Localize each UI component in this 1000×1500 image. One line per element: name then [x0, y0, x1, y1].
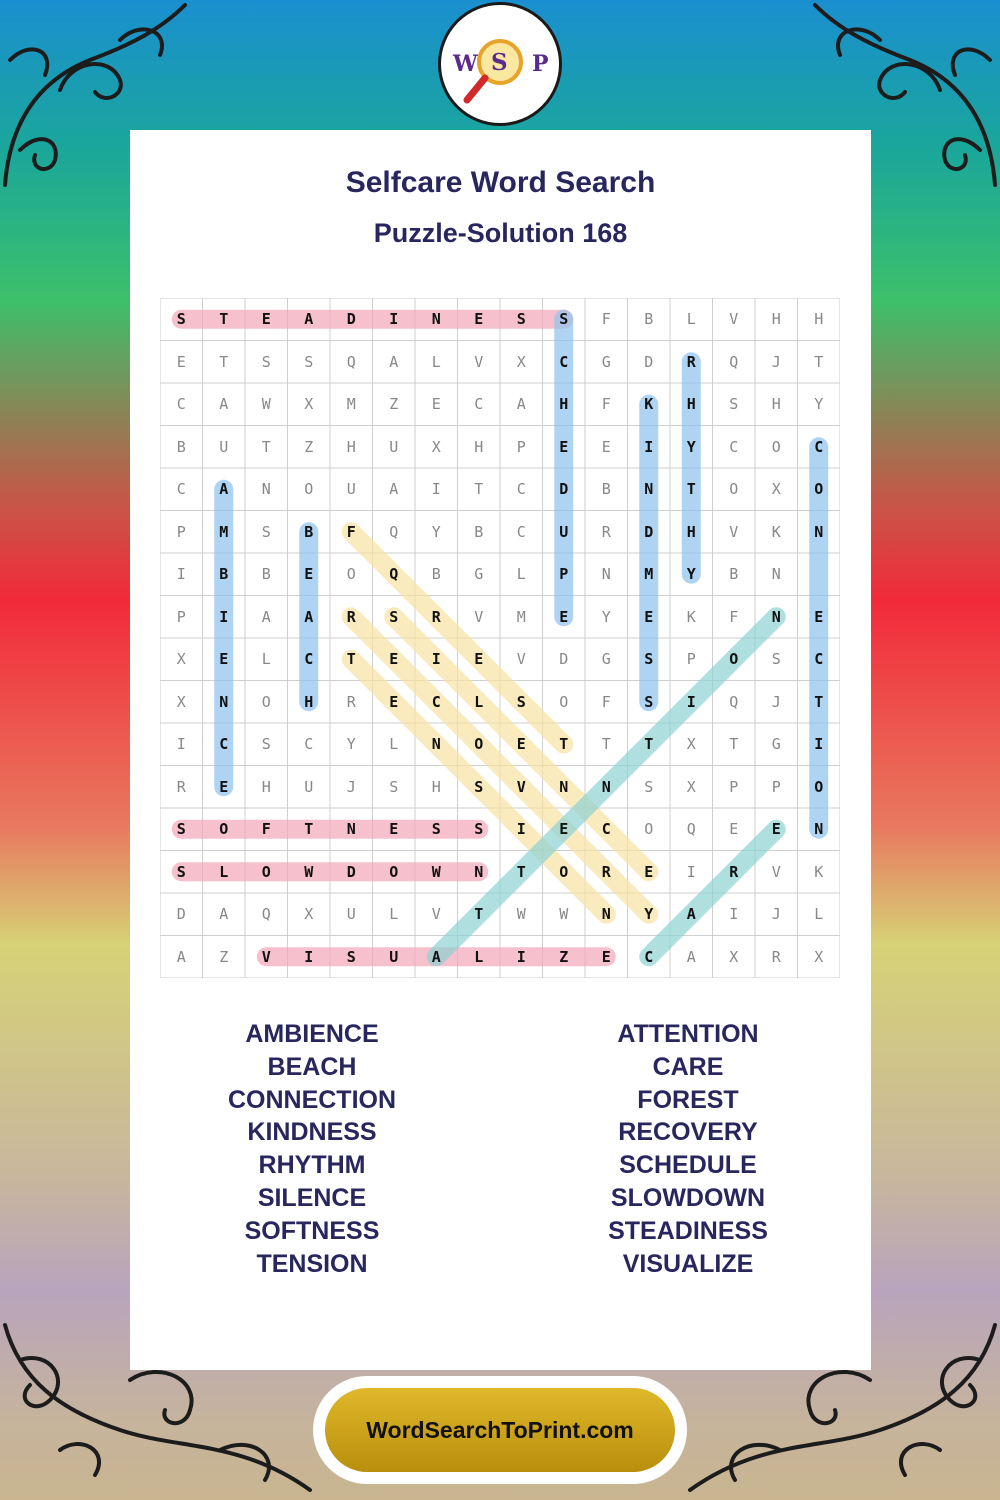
grid-cell: E [219, 777, 229, 796]
grid-cell: V [729, 310, 739, 329]
grid-cell: G [601, 650, 611, 669]
grid-cell: P [516, 437, 526, 456]
grid-cell: K [644, 395, 654, 414]
grid-cell: W [516, 905, 526, 924]
grid-cell: O [729, 480, 739, 499]
grid-cell: Q [389, 522, 399, 541]
word-list-item: SOFTNESS [244, 1216, 380, 1245]
word-list-left [162, 1018, 462, 1280]
grid-cell: N [346, 820, 356, 839]
grid-cell: L [219, 862, 229, 881]
grid-cell: R [346, 692, 356, 711]
grid-cell: A [686, 905, 696, 924]
grid-cell: R [601, 862, 611, 881]
word-search-grid [160, 298, 840, 978]
grid-cell: E [389, 650, 399, 669]
grid-cell: L [389, 735, 399, 754]
grid-cell: C [304, 735, 314, 754]
grid-cell: C [559, 352, 569, 371]
grid-cell: Y [644, 905, 654, 924]
grid-cell: X [771, 480, 781, 499]
grid-cell: P [729, 777, 739, 796]
grid-cell: X [814, 947, 824, 966]
grid-cell: N [261, 480, 271, 499]
word-list-item: FOREST [637, 1085, 739, 1114]
grid-cell: O [814, 480, 824, 499]
grid-cell: K [814, 862, 824, 881]
grid-cell: R [346, 607, 356, 626]
grid-cell: S [474, 777, 484, 796]
grid-cell: C [644, 947, 654, 966]
grid-cell: E [814, 607, 824, 626]
grid-cell: V [261, 947, 271, 966]
grid-cell: W [261, 395, 271, 414]
word-list-item: SILENCE [257, 1183, 367, 1212]
grid-cell: B [304, 522, 314, 541]
grid-cell: Y [686, 437, 696, 456]
grid-cell: E [431, 395, 441, 414]
site-link-label[interactable]: WordSearchToPrint.com [366, 1416, 634, 1443]
grid-cell: Q [729, 692, 739, 711]
grid-cell: X [304, 905, 314, 924]
grid-cell: R [771, 947, 781, 966]
grid-cell: N [601, 777, 611, 796]
grid-cell: W [559, 905, 569, 924]
grid-cell: O [474, 735, 484, 754]
grid-cell: W [304, 862, 314, 881]
grid-cell: S [474, 820, 484, 839]
grid-cell: V [729, 522, 739, 541]
grid-cell: E [644, 862, 654, 881]
grid-cell: O [304, 480, 314, 499]
grid-cell: F [729, 607, 739, 626]
site-link-button[interactable] [313, 1376, 687, 1484]
grid-cell: I [176, 565, 186, 584]
puzzle-panel [130, 130, 871, 1370]
grid-cell: N [814, 522, 824, 541]
grid-cell: O [559, 862, 569, 881]
grid-cell: P [686, 650, 696, 669]
grid-cell: A [389, 352, 399, 371]
grid-cell: U [346, 905, 356, 924]
grid-cell: X [516, 352, 526, 371]
page-subtitle: Puzzle-Solution 168 [373, 218, 628, 248]
grid-cell: V [474, 607, 484, 626]
grid-cell: O [814, 777, 824, 796]
grid-cell: N [431, 735, 441, 754]
site-link-pill[interactable] [325, 1388, 675, 1472]
grid-cell: H [686, 395, 696, 414]
grid-cell: C [814, 437, 824, 456]
grid-cell: B [729, 565, 739, 584]
grid-cell: V [771, 862, 781, 881]
grid-cell: I [431, 650, 441, 669]
grid-cell: I [729, 905, 739, 924]
grid-cell: T [219, 352, 229, 371]
grid-cell: M [644, 565, 654, 584]
grid-cell: O [389, 862, 399, 881]
grid-cell: N [474, 862, 484, 881]
grid-cell: S [346, 947, 356, 966]
word-list-item: KINDNESS [247, 1118, 377, 1147]
grid-cell: E [474, 310, 484, 329]
grid-cell: C [601, 820, 611, 839]
grid-cell: A [219, 395, 229, 414]
grid-cell: N [771, 565, 781, 584]
grid-cell: F [261, 820, 271, 839]
grid-cell: N [601, 565, 611, 584]
word-list-item: AMBIENCE [245, 1020, 379, 1048]
grid-cell: S [176, 862, 186, 881]
grid-cell: W [431, 862, 441, 881]
grid-cell: P [771, 777, 781, 796]
grid-cell: Y [346, 735, 356, 754]
grid-cell: T [814, 692, 824, 711]
grid-cell: M [346, 395, 356, 414]
word-list-item: CONNECTION [227, 1085, 397, 1114]
grid-cell: P [176, 607, 186, 626]
grid-cell: T [474, 480, 484, 499]
grid-cell: E [304, 565, 314, 584]
grid-cell: G [601, 352, 611, 371]
grid-cell: R [686, 352, 696, 371]
grid-cell: S [644, 692, 654, 711]
grid-cell: I [814, 735, 824, 754]
grid-cell: N [771, 607, 781, 626]
grid-cell: I [176, 735, 186, 754]
grid-cell: H [771, 395, 781, 414]
grid-cell: N [431, 310, 441, 329]
grid-cell: T [474, 905, 484, 924]
grid-cell: Z [559, 947, 569, 966]
grid-cell: L [686, 310, 696, 329]
grid-cell: I [219, 607, 229, 626]
grid-cell: E [771, 820, 781, 839]
grid-cell: I [431, 480, 441, 499]
grid-cell: I [516, 820, 526, 839]
grid-cell: S [431, 820, 441, 839]
grid-cell: T [686, 480, 696, 499]
grid-cell: N [559, 777, 569, 796]
grid-cell: S [176, 310, 186, 329]
grid-cell: T [729, 735, 739, 754]
grid-cell: U [346, 480, 356, 499]
grid-cell: Y [686, 565, 696, 584]
grid-cell: F [601, 310, 611, 329]
grid-cell: E [389, 820, 399, 839]
grid-cell: C [474, 395, 484, 414]
grid-cell: E [516, 735, 526, 754]
grid-cell: B [644, 310, 654, 329]
grid-cell: T [516, 862, 526, 881]
grid-cell: E [559, 437, 569, 456]
grid-cell: E [389, 692, 399, 711]
grid-cell: Y [431, 522, 441, 541]
word-list-item: CARE [652, 1052, 724, 1081]
grid-cell: S [516, 692, 526, 711]
grid-cell: S [644, 777, 654, 796]
grid-cell: Q [729, 352, 739, 371]
grid-cell: E [601, 437, 611, 456]
grid-cell: G [474, 565, 484, 584]
grid-cell: X [431, 437, 441, 456]
grid-cell: I [644, 437, 654, 456]
grid-cell: J [771, 905, 781, 924]
grid-cell: H [814, 310, 824, 329]
grid-cell: J [771, 692, 781, 711]
grid-cell: E [601, 947, 611, 966]
grid-cell: L [474, 947, 484, 966]
grid-cell: Z [219, 947, 229, 966]
page-title: Selfcare Word Search [345, 166, 656, 199]
grid-cell: O [261, 862, 271, 881]
grid-cell: I [686, 692, 696, 711]
grid-cell [798, 553, 841, 596]
grid-cell: N [644, 480, 654, 499]
site-logo[interactable] [438, 2, 562, 126]
grid-cell: S [176, 820, 186, 839]
grid-cell: Q [261, 905, 271, 924]
grid-cell: A [261, 607, 271, 626]
word-list-item: SLOWDOWN [610, 1183, 766, 1212]
grid-cell: S [389, 777, 399, 796]
grid-cell: S [771, 650, 781, 669]
grid-cell: H [771, 310, 781, 329]
grid-cell: S [261, 522, 271, 541]
grid-cell: T [814, 352, 824, 371]
grid-cell: H [559, 395, 569, 414]
grid-cell: T [219, 310, 229, 329]
grid-cell: U [389, 947, 399, 966]
grid-cell: E [474, 650, 484, 669]
logo-letter-w: W [453, 51, 478, 77]
grid-cell: J [346, 777, 356, 796]
grid-cell: M [219, 522, 229, 541]
grid-cell: S [644, 650, 654, 669]
grid-cell: B [261, 565, 271, 584]
grid-cell: Y [601, 607, 611, 626]
grid-cell: X [176, 692, 186, 711]
grid-cell: F [601, 692, 611, 711]
grid-cell: Q [389, 565, 399, 584]
grid-cell: D [346, 310, 356, 329]
word-list-item: ATTENTION [617, 1020, 759, 1048]
grid-cell: E [261, 310, 271, 329]
grid-cell: T [644, 735, 654, 754]
grid-cell: E [219, 650, 229, 669]
grid-cell: K [686, 607, 696, 626]
grid-cell: V [516, 650, 526, 669]
grid-cell: C [729, 437, 739, 456]
grid-cell: K [771, 522, 781, 541]
grid-cell: X [304, 395, 314, 414]
grid-cell: C [516, 480, 526, 499]
grid-cell: U [219, 437, 229, 456]
grid-cell: T [304, 820, 314, 839]
grid-cell: H [346, 437, 356, 456]
grid-cell: A [219, 480, 229, 499]
grid-cell: L [516, 565, 526, 584]
grid-cell: Q [686, 820, 696, 839]
grid-cell: A [304, 607, 314, 626]
grid-cell: O [559, 692, 569, 711]
grid-cell: T [559, 735, 569, 754]
grid-cell: A [686, 947, 696, 966]
grid-cell: X [686, 735, 696, 754]
grid-cell: C [176, 395, 186, 414]
grid-cell: U [389, 437, 399, 456]
word-list-item: TENSION [256, 1249, 368, 1278]
grid-cell: L [814, 905, 824, 924]
grid-cell: C [516, 522, 526, 541]
word-list-item: SCHEDULE [619, 1151, 757, 1180]
grid-cell: L [431, 352, 441, 371]
grid-cell: P [176, 522, 186, 541]
grid-cell: R [176, 777, 186, 796]
grid-cell: D [644, 522, 654, 541]
grid-cell: O [346, 565, 356, 584]
grid-cell: S [729, 395, 739, 414]
grid-cell: B [176, 437, 186, 456]
grid-cell: E [729, 820, 739, 839]
grid-cell: R [729, 862, 739, 881]
grid-cell: Y [814, 395, 824, 414]
grid-cell: D [559, 480, 569, 499]
grid-cell: E [176, 352, 186, 371]
grid-cell: S [261, 352, 271, 371]
grid-cell: B [601, 480, 611, 499]
grid-cell: V [516, 777, 526, 796]
grid-cell: F [346, 522, 356, 541]
grid-cell: B [431, 565, 441, 584]
grid-cell: H [474, 437, 484, 456]
grid-cell: T [346, 650, 356, 669]
logo-letter-p: P [532, 51, 549, 77]
grid-cell: C [431, 692, 441, 711]
grid-cell: N [814, 820, 824, 839]
grid-cell: E [644, 607, 654, 626]
word-list-right [538, 1018, 838, 1280]
grid-cell: I [304, 947, 314, 966]
grid-cell: S [559, 310, 569, 329]
grid-cell: N [601, 905, 611, 924]
grid-cell: A [176, 947, 186, 966]
grid-cell: V [431, 905, 441, 924]
word-list-item: BEACH [267, 1052, 357, 1081]
grid-cell: R [601, 522, 611, 541]
grid-cell: X [176, 650, 186, 669]
grid-cell: M [516, 607, 526, 626]
word-list-item: RHYTHM [258, 1151, 366, 1180]
grid-cell: C [304, 650, 314, 669]
grid-cell: T [601, 735, 611, 754]
word-list-item: RECOVERY [618, 1118, 758, 1147]
grid-cell: J [771, 352, 781, 371]
grid-cell: H [431, 777, 441, 796]
grid-cell: D [644, 352, 654, 371]
grid-cell: A [304, 310, 314, 329]
grid-cell: H [261, 777, 271, 796]
word-list-item: VISUALIZE [622, 1249, 754, 1278]
grid-cell: U [559, 522, 569, 541]
grid-cell: I [686, 862, 696, 881]
grid-cell: X [686, 777, 696, 796]
grid-cell: F [601, 395, 611, 414]
grid-cell: O [261, 692, 271, 711]
grid-cell: H [304, 692, 314, 711]
grid-cell: Q [346, 352, 356, 371]
grid-cell: S [389, 607, 399, 626]
grid-cell: L [389, 905, 399, 924]
grid-cell: E [559, 607, 569, 626]
grid-cell: B [219, 565, 229, 584]
letter-grid [160, 298, 840, 978]
grid-cell: V [474, 352, 484, 371]
grid-cell: S [304, 352, 314, 371]
grid-cell: Z [389, 395, 399, 414]
grid-cell: A [431, 947, 441, 966]
grid-cell: G [771, 735, 781, 754]
grid-cell: E [559, 820, 569, 839]
grid-cell: A [389, 480, 399, 499]
grid-cell: X [729, 947, 739, 966]
grid-cell: C [219, 735, 229, 754]
grid-cell: T [261, 437, 271, 456]
grid-cell: S [261, 735, 271, 754]
grid-cell: P [559, 565, 569, 584]
grid-cell: C [176, 480, 186, 499]
grid-cell: O [729, 650, 739, 669]
grid-cell: N [219, 692, 229, 711]
grid-cell: C [814, 650, 824, 669]
grid-cell: A [219, 905, 229, 924]
grid-cell: S [516, 310, 526, 329]
grid-cell: I [516, 947, 526, 966]
grid-cell: D [559, 650, 569, 669]
grid-cell: O [644, 820, 654, 839]
grid-cell: H [686, 522, 696, 541]
grid-cell: A [516, 395, 526, 414]
grid-cell: B [474, 522, 484, 541]
logo-letter-s: S [491, 49, 508, 76]
grid-cell: I [389, 310, 399, 329]
grid-cell: O [771, 437, 781, 456]
grid-cell: O [219, 820, 229, 839]
grid-cell: Z [304, 437, 314, 456]
word-list-item: STEADINESS [608, 1216, 768, 1245]
grid-cell: L [261, 650, 271, 669]
grid-cell: U [304, 777, 314, 796]
grid-cell: D [346, 862, 356, 881]
grid-cell: L [474, 692, 484, 711]
grid-cell: D [176, 905, 186, 924]
grid-cell: R [431, 607, 441, 626]
